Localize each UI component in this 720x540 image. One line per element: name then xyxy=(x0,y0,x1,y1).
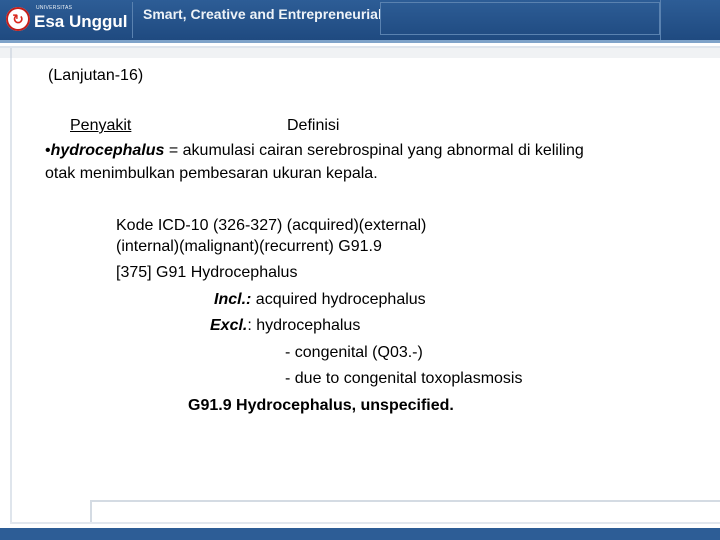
logo-subtext: UNIVERSITAS xyxy=(36,5,73,11)
slide-subtitle: (Lanjutan-16) xyxy=(48,67,144,84)
incl-text: acquired hydrocephalus xyxy=(251,291,426,308)
column-header-row xyxy=(70,116,403,136)
exclusion-item-1: - congenital (Q03.-) xyxy=(285,344,423,361)
footer-bar xyxy=(0,528,720,540)
excl-text: : hydrocephalus xyxy=(247,317,361,334)
definition-text: = akumulasi cairan serebrospinal yang abnormal di keliling xyxy=(164,142,584,159)
icd-code-line-2: (internal)(malignant)(recurrent) G91.9 xyxy=(116,238,382,255)
exclusion-line xyxy=(210,316,360,336)
incl-label: Incl.: xyxy=(214,291,252,308)
column-header-penyakit: Penyakit xyxy=(70,117,132,134)
definition-line-1 xyxy=(45,141,584,161)
footer-line xyxy=(10,522,720,524)
esa-unggul-logo-icon: ↻ xyxy=(6,7,30,31)
icd-code-line-3: [375] G91 Hydrocephalus xyxy=(116,264,298,281)
column-header-definisi: Definisi xyxy=(287,117,340,134)
icd-code-line-1: Kode ICD-10 (326-327) (acquired)(external) xyxy=(116,217,427,234)
term-hydrocephalus: hydrocephalus xyxy=(50,142,165,159)
footer-frame xyxy=(90,500,720,524)
excl-label: Excl. xyxy=(210,317,248,334)
final-code: G91.9 Hydrocephalus, unspecified. xyxy=(188,397,454,414)
inclusion-line xyxy=(214,290,426,310)
exclusion-item-2: - due to congenital toxoplasmosis xyxy=(285,370,523,387)
tagline: Smart, Creative and Entrepreneurial xyxy=(143,6,382,22)
bullet-icon: • xyxy=(45,142,51,159)
logo-text: Esa Unggul xyxy=(34,12,128,31)
definition-line-2: otak menimbulkan pembesaran ukuran kepala. xyxy=(45,165,378,182)
